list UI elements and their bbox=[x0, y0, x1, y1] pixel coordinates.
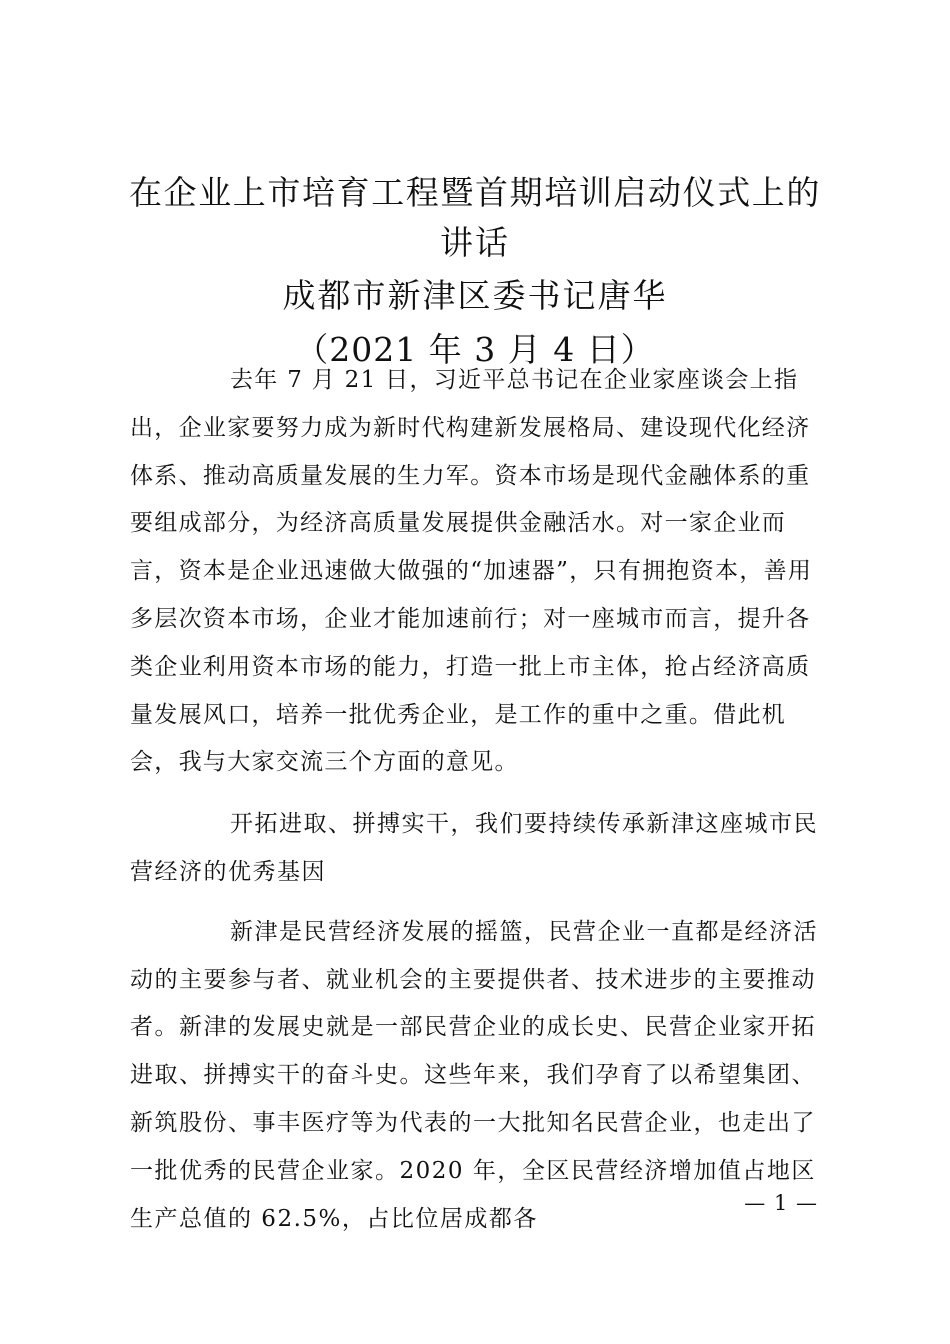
speech-title-line-2: 讲话 bbox=[440, 223, 510, 262]
title-block bbox=[100, 168, 850, 378]
speech-body bbox=[130, 357, 830, 1243]
page-number: — 1 — bbox=[744, 1191, 818, 1215]
speech-date: （2021 年 3 月 4 日） bbox=[295, 330, 655, 369]
section-heading: 开拓进取、拼搏实干，我们要持续传承新津这座城市民营经济的优秀基因 bbox=[130, 811, 818, 885]
speech-author: 成都市新津区委书记唐华 bbox=[282, 276, 668, 315]
body-paragraph: 新津是民营经济发展的摇篮，民营企业一直都是经济活动的主要参与者、就业机会的主要提供者、技术进步的主要推动者。新津的发展史就是一部民营企业的成长史、民营企业家开拓进取、拼搏实干的奋斗史。这些年来，我们孕育了以希望集团、新筑股份、事丰医疗等为代表的一大批知名民营企业，也走出了一批优秀的民营企业家。2020 年，全区民营经济增加值占地区生产总值的 62.5%，占比位居成都各 bbox=[130, 918, 818, 1232]
speech-title-line-1: 在企业上市培育工程暨首期培训启动仪式上的 bbox=[129, 173, 821, 212]
body-paragraph: 去年 7 月 21 日，习近平总书记在企业家座谈会上指出，企业家要努力成为新时代构建新发展格局、建设现代化经济体系、推动高质量发展的生力军。资本市场是现代金融体系的重要组成部分，为经济高质量发展提供金融活水。对一家企业而言，资本是企业迅速做大做强的“加速器”，只有拥抱资本，善用多层次资本市场，企业才能加速前行；对一座城市而言，提升各类企业利用资本市场的能力，打造一批上市主体，抢占经济高质量发展风口，培养一批优秀企业，是工作的重中之重。借此机会，我与大家交流三个方面的意见。 bbox=[130, 367, 813, 776]
